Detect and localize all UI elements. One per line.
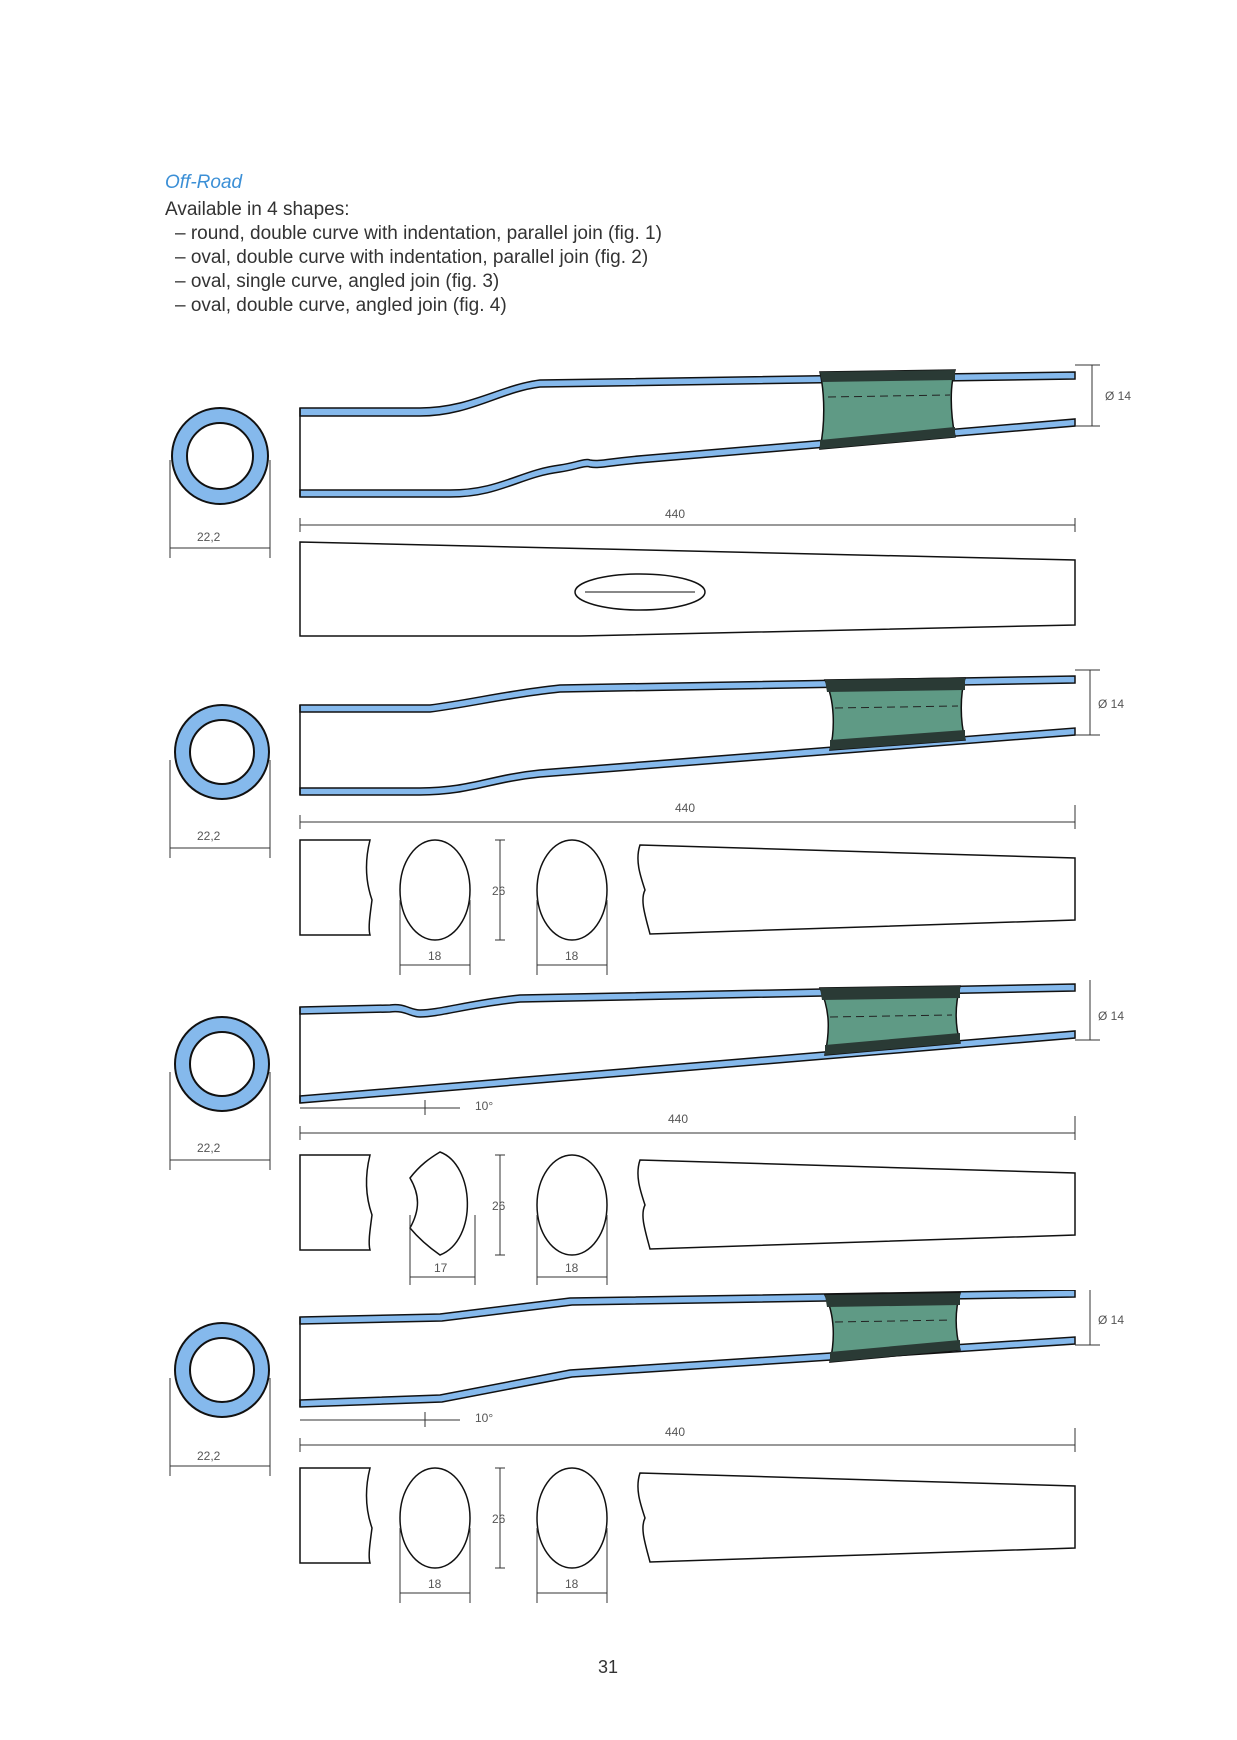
oval-height-label: 26: [492, 1512, 506, 1526]
oval-cross-section: [175, 1323, 269, 1417]
oval-width-right-label: 18: [565, 949, 579, 963]
oval-cross-section: [175, 705, 269, 799]
shape-item-4: – oval, double curve, angled join (fig. 4): [175, 295, 507, 316]
page-number: 31: [598, 1657, 619, 1677]
figure-2: [0, 660, 1237, 980]
oval-width-left-label: 18: [428, 949, 442, 963]
figure-4: [0, 1290, 1237, 1610]
end-dimension: [1075, 1290, 1100, 1345]
intro-text: Available in 4 shapes:: [165, 199, 350, 220]
length-label: 440: [668, 1112, 689, 1126]
angle-label: 10°: [475, 1411, 494, 1425]
angle-label: 10°: [475, 1099, 494, 1113]
end-diameter-label: Ø 14: [1098, 697, 1125, 711]
oval-width-left-label: 18: [428, 1577, 442, 1591]
diameter-label: 22,2: [197, 1141, 221, 1155]
oval-cross-section: [175, 1017, 269, 1111]
end-diameter-label: Ø 14: [1105, 389, 1132, 403]
length-label: 440: [665, 507, 686, 521]
oval-width-right-label: 18: [565, 1261, 579, 1275]
oval-height-label: 26: [492, 884, 506, 898]
tube-profile: [300, 372, 1075, 497]
length-dimension: [300, 1428, 1075, 1452]
round-cross-section: [172, 408, 268, 504]
shape-item-2: – oval, double curve with indentation, parallel join (fig. 2): [175, 247, 649, 268]
figure-3: [0, 980, 1237, 1290]
top-view-sections: [300, 1152, 1075, 1255]
length-dimension: [300, 518, 1075, 532]
end-dimension: [1075, 670, 1100, 735]
top-view-sections: [300, 840, 1075, 940]
oval-width-left-label: 17: [434, 1261, 448, 1275]
sleeve-insert: [820, 986, 960, 1055]
top-view-sections: [300, 1468, 1075, 1568]
diameter-label: 22,2: [197, 829, 221, 843]
figure-1: [0, 0, 1237, 660]
oval-width-right-label: 18: [565, 1577, 579, 1591]
diameter-label: 22,2: [197, 530, 221, 544]
top-view: [300, 542, 1075, 636]
angle-dimension: [300, 1100, 460, 1115]
shape-item-1: – round, double curve with indentation, parallel join (fig. 1): [175, 223, 662, 244]
section-title: Off-Road: [165, 172, 243, 193]
oval-height-label: 26: [492, 1199, 506, 1213]
end-dimension: [1075, 365, 1100, 426]
end-dimension: [1075, 980, 1100, 1040]
sleeve-insert: [825, 1293, 960, 1362]
end-diameter-label: Ø 14: [1098, 1313, 1125, 1327]
diameter-label: 22,2: [197, 1449, 221, 1463]
angle-dimension: [300, 1412, 460, 1427]
end-diameter-label: Ø 14: [1098, 1009, 1125, 1023]
sleeve-insert: [820, 370, 955, 449]
length-label: 440: [675, 801, 696, 815]
length-label: 440: [665, 1425, 686, 1439]
shape-item-3: – oval, single curve, angled join (fig. 3): [175, 271, 500, 292]
sleeve-insert: [825, 678, 965, 750]
